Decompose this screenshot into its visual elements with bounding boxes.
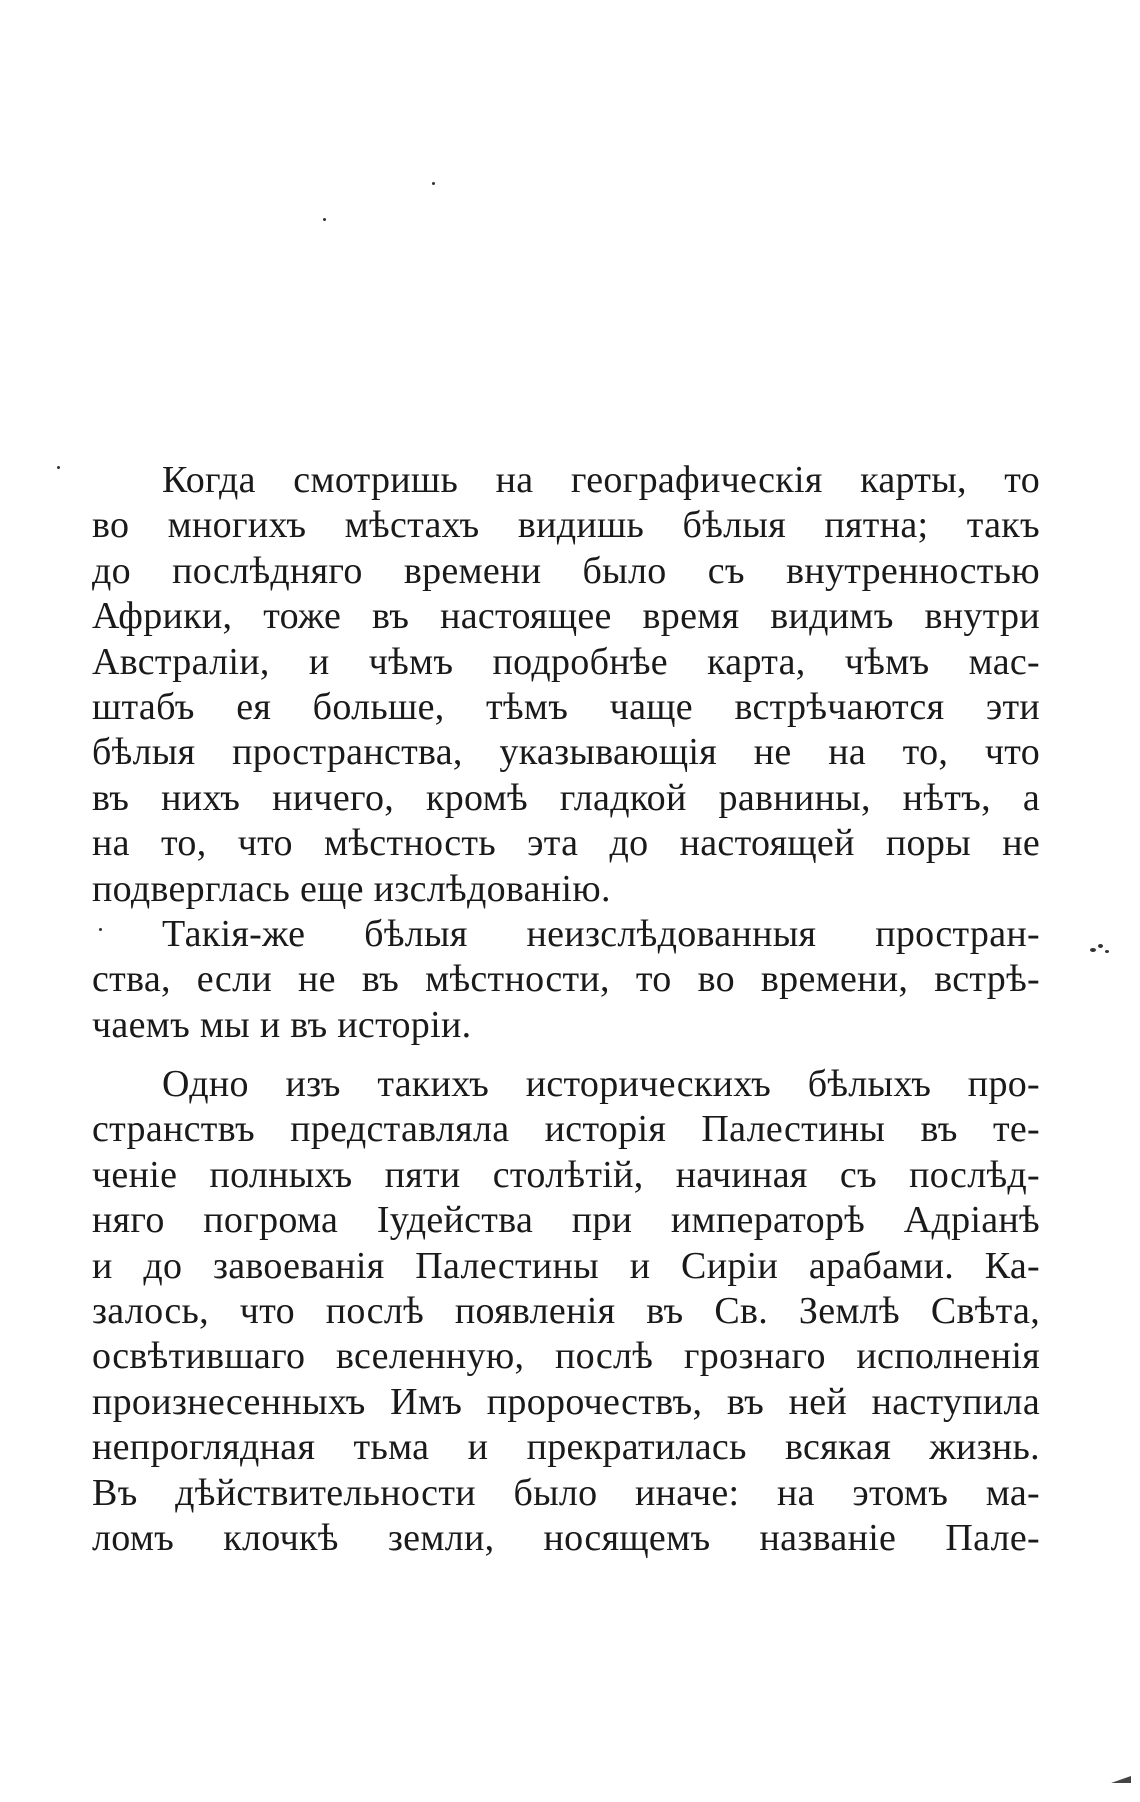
text-line: освѣтившаго вселенную, послѣ грознаго исполненія	[92, 1335, 1040, 1378]
text-line: Въ дѣйствительности было иначе: на этомъ ма-	[92, 1471, 1040, 1514]
text-line: на то, что мѣстность эта до настоящей поры не	[92, 822, 1040, 865]
text-line: Австраліи, и чѣмъ подробнѣе карта, чѣмъ мас-	[92, 640, 1040, 683]
scan-speck	[432, 182, 435, 185]
text-line: Когда смотришь на географическія карты, то	[162, 459, 1040, 501]
text-line: Одно изъ такихъ историческихъ бѣлыхъ про-	[162, 1063, 1040, 1106]
text-line: ченіе полныхъ пяти столѣтій, начиная съ послѣд-	[92, 1153, 1040, 1196]
paragraph-2	[92, 912, 1040, 1048]
text-line: произнесенныхъ Имъ пророчествъ, въ ней наступила	[92, 1380, 1040, 1423]
text-line: непроглядная тьма и прекратилась всякая жизнь.	[92, 1426, 1040, 1469]
text-line: Африки, тоже въ настоящее время видимъ внутри	[92, 595, 1040, 638]
paragraph-3	[92, 1062, 1040, 1561]
scan-speck	[1090, 948, 1096, 952]
scan-speck	[1105, 950, 1109, 953]
text-line: до послѣдняго времени было съ внутренностью	[92, 549, 1040, 592]
text-line: штабъ ея больше, тѣмъ чаще встрѣчаются эти	[92, 685, 1040, 728]
scan-speck	[57, 466, 60, 469]
text-line: чаемъ мы и въ исторіи.	[92, 1003, 472, 1046]
text-line: ства, если не въ мѣстности, то во времени, встрѣ-	[92, 958, 1040, 1001]
text-line: бѣлыя пространства, указывающія не на то, что	[92, 731, 1040, 774]
text-line: няго погрома Іудейства при императорѣ Адріанѣ	[92, 1199, 1040, 1242]
text-line: подверглась еще изслѣдованію.	[92, 867, 611, 910]
text-line: залось, что послѣ появленія въ Св. Землѣ Свѣта,	[92, 1290, 1040, 1333]
scan-corner-mark	[1110, 1774, 1132, 1784]
text-line: въ нихъ ничего, кромѣ гладкой равнины, нѣтъ, а	[92, 776, 1040, 819]
body-text	[92, 458, 1040, 1561]
scan-speck	[1098, 944, 1103, 948]
text-line: и до завоеванія Палестины и Сиріи арабами. Ка-	[92, 1244, 1040, 1287]
text-line: ломъ клочкѣ земли, носящемъ названіе Пале-	[92, 1516, 1040, 1559]
text-line: странствъ представляла исторія Палестины въ те-	[92, 1108, 1040, 1151]
scan-speck	[323, 218, 326, 221]
text-line: Такія-же бѣлыя неизслѣдованныя простран-	[162, 912, 1040, 955]
paragraph-1	[92, 458, 1040, 912]
text-line: во многихъ мѣстахъ видишь бѣлыя пятна; такъ	[92, 504, 1040, 547]
